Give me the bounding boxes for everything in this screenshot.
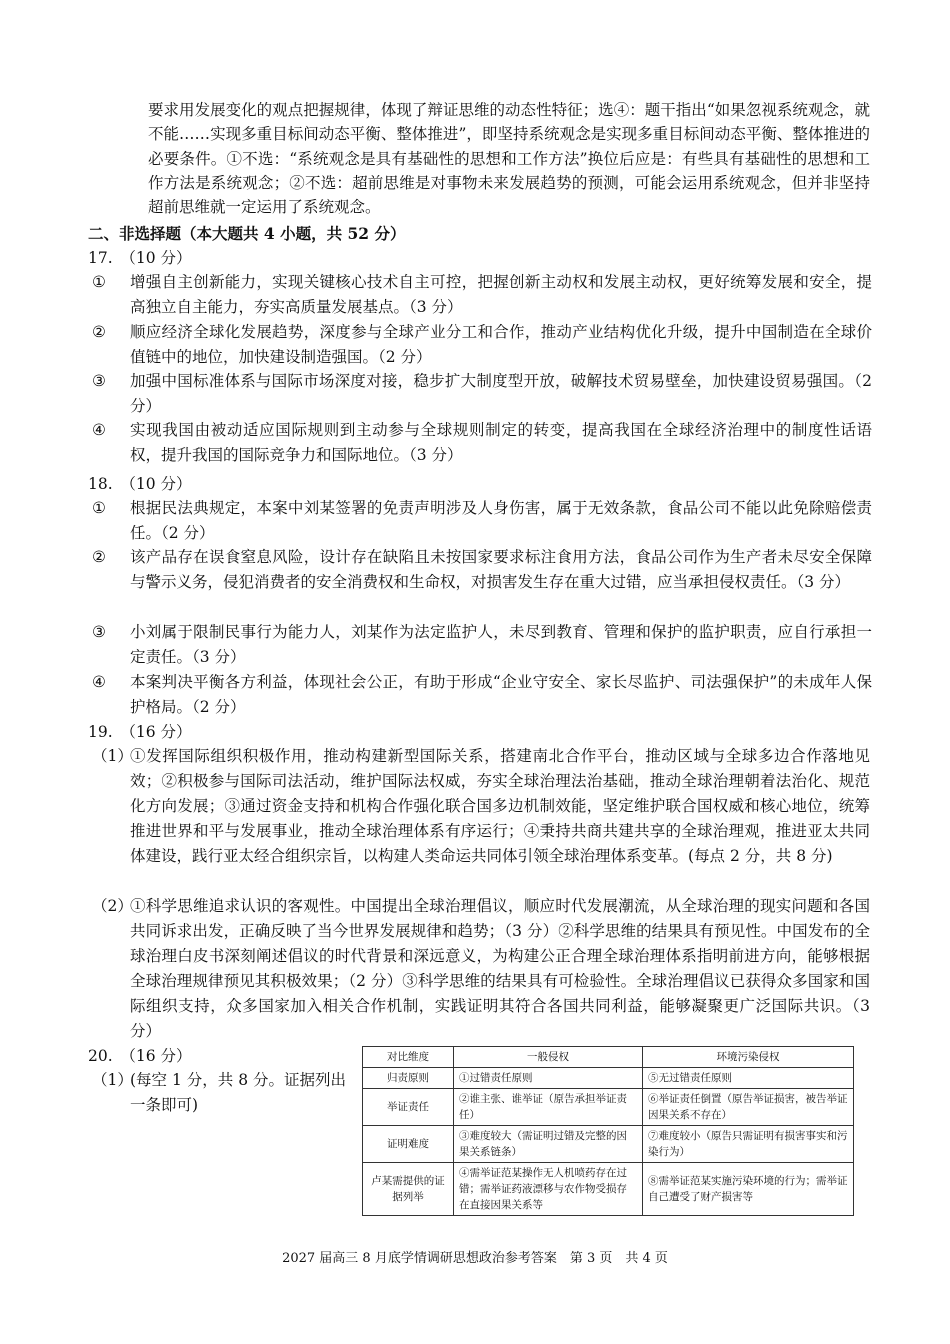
table-row	[363, 1068, 854, 1089]
part-text: ①科学思维追求认识的客观性。中国提出全球治理倡议，顺应时代发展潮流，从全球治理的现实问题和各国共同诉求出发，正确反映了当今世界发展规律和趋势；（3 分）②科学思维的结果具有预见性。中国发布的全球治理白皮书深刻阐述倡议的时代背景和深远意义，为构建公正合理全球治理体系指明前进方向，能够根据全球治理规律预见其积极效果；（2 分）③科学思维的结果具有可检验性。全球治理倡议已获得众多国家和国际组织支持，众多国家加入相关合作机制，实践证明其符合各国共同利益，能够凝聚更广泛国际共识。（3 分）	[130, 897, 870, 1040]
table-cell: ①过错责任原则	[454, 1068, 643, 1089]
table-cell: ②谁主张、谁举证（原告承担举证责任）	[454, 1089, 643, 1126]
q18-item	[92, 545, 872, 595]
row-label: 证明难度	[363, 1126, 454, 1163]
row-label: 举证责任	[363, 1089, 454, 1126]
item-number: ③	[92, 372, 106, 390]
item-number: ②	[92, 323, 106, 341]
q18-item	[92, 670, 872, 720]
item-number: ④	[92, 673, 106, 691]
q17-item	[92, 270, 872, 320]
table-row	[363, 1089, 854, 1126]
row-label: 归责原则	[363, 1068, 454, 1089]
item-text: 实现我国由被动适应国际规则到主动参与全球规则制定的转变，提高我国在全球经济治理中的制度性话语权，提升我国的国际竞争力和国际地位。（3 分）	[130, 421, 872, 464]
q17-item	[92, 369, 872, 419]
item-text: 根据民法典规定，本案中刘某签署的免责声明涉及人身伤害，属于无效条款，食品公司不能以此免除赔偿责任。（2 分）	[130, 499, 872, 542]
item-text: 增强自主创新能力，实现关键核心技术自主可控，把握创新主动权和发展主动权，更好统筹发展和安全，提高独立自主能力，夯实高质量发展基点。（3 分）	[130, 273, 872, 316]
item-number: ④	[92, 421, 106, 439]
q17-header: 17. （10 分）	[88, 249, 192, 267]
q19-part	[92, 894, 870, 1044]
part-number: （1）	[92, 1071, 133, 1089]
q18-item	[92, 620, 872, 670]
q20-header: 20. （16 分）	[88, 1047, 192, 1065]
part-number: （2）	[92, 897, 133, 915]
part-text: ①发挥国际组织积极作用，推动构建新型国际关系，搭建南北合作平台，推动区域与全球多边合作落地见效；②积极参与国际司法活动，维护国际法权威，夯实全球治理法治基础，推动全球治理朝着法治化、规范化方向发展；③通过资金支持和机构合作强化联合国多边机制效能，坚定维护联合国权威和核心地位，统筹推进世界和平与发展事业，推动全球治理体系有序运行；④秉持共商共建共享的全球治理观，推进亚太共同体建设，践行亚太经合组织宗旨，以构建人类命运共同体引领全球治理体系变革。(每点 2 分，共 8 分)	[130, 747, 870, 865]
part-note: (每空 1 分，共 8 分。证据列出一条即可)	[130, 1071, 346, 1114]
table-cell: ⑧需举证范某实施污染环境的行为；需举证自己遭受了财产损害等	[643, 1163, 854, 1216]
table-row	[363, 1126, 854, 1163]
q19-header: 19. （16 分）	[88, 723, 192, 741]
item-text: 小刘属于限制民事行为能力人，刘某作为法定监护人，未尽到教育、管理和保护的监护职责，应自行承担一定责任。（3 分）	[130, 623, 872, 666]
q20-part1	[92, 1068, 360, 1118]
q17-item	[92, 418, 872, 468]
q18-item	[92, 496, 872, 546]
item-number: ③	[92, 623, 106, 641]
table-row	[363, 1163, 854, 1216]
item-number: ①	[92, 273, 106, 291]
q17-item	[92, 320, 872, 370]
table-header-row	[363, 1047, 854, 1068]
q18-header: 18. （10 分）	[88, 475, 192, 493]
table-cell: ④需举证范某操作无人机喷药存在过错；需举证药液漂移与农作物受损存在直接因果关系等	[454, 1163, 643, 1216]
item-text: 加强中国标准体系与国际市场深度对接，稳步扩大制度型开放，破解技术贸易壁垒，加快建设贸易强国。（2 分）	[130, 372, 872, 415]
comparison-table	[362, 1046, 854, 1216]
item-text: 顺应经济全球化发展趋势，深度参与全球产业分工和合作，推动产业结构优化升级，提升中国制造在全球价值链中的地位，加快建设制造强国。（2 分）	[130, 323, 872, 366]
q19-part	[92, 744, 870, 869]
item-number: ①	[92, 499, 106, 517]
table-cell: ⑥举证责任倒置（原告举证损害，被告举证因果关系不存在）	[643, 1089, 854, 1126]
column-header: 对比维度	[363, 1047, 454, 1068]
section-title: 二、非选择题（本大题共 4 小题，共 52 分）	[88, 224, 406, 243]
table-cell: ⑤无过错责任原则	[643, 1068, 854, 1089]
table-cell: ⑦难度较小（原告只需证明有损害事实和污染行为）	[643, 1126, 854, 1163]
item-text: 该产品存在误食窒息风险，设计存在缺陷且未按国家要求标注食用方法，食品公司作为生产者未尽安全保障与警示义务，侵犯消费者的安全消费权和生命权，对损害发生存在重大过错，应当承担侵权责任。（3 分）	[130, 548, 872, 591]
item-text: 本案判决平衡各方利益，体现社会公正，有助于形成“企业守安全、家长尽监护、司法强保护”的未成年人保护格局。（2 分）	[130, 673, 872, 716]
part-number: （1）	[92, 747, 133, 765]
table-cell: ③难度较大（需证明过错及完整的因果关系链条）	[454, 1126, 643, 1163]
column-header: 环境污染侵权	[643, 1047, 854, 1068]
column-header: 一般侵权	[454, 1047, 643, 1068]
row-label: 卢某需提供的证据列举	[363, 1163, 454, 1216]
continuation-paragraph: 要求用发展变化的观点把握规律，体现了辩证思维的动态性特征；选④：题干指出“如果忽视系统观念，就不能……实现多重目标间动态平衡、整体推进”，即坚持系统观念是实现多重目标间动态平衡、整体推进的必要条件。①不选：“系统观念是具有基础性的思想和工作方法”换位后应是：有些具有基础性的思想和工作方法是系统观念；②不选：超前思维是对事物未来发展趋势的预测，可能会运用系统观念，但并非坚持超前思维就一定运用了系统观念。	[148, 101, 870, 217]
page-footer: 2027 届高三 8 月底学情调研思想政治参考答案 第 3 页 共 4 页	[282, 1251, 668, 1266]
item-number: ②	[92, 548, 106, 566]
